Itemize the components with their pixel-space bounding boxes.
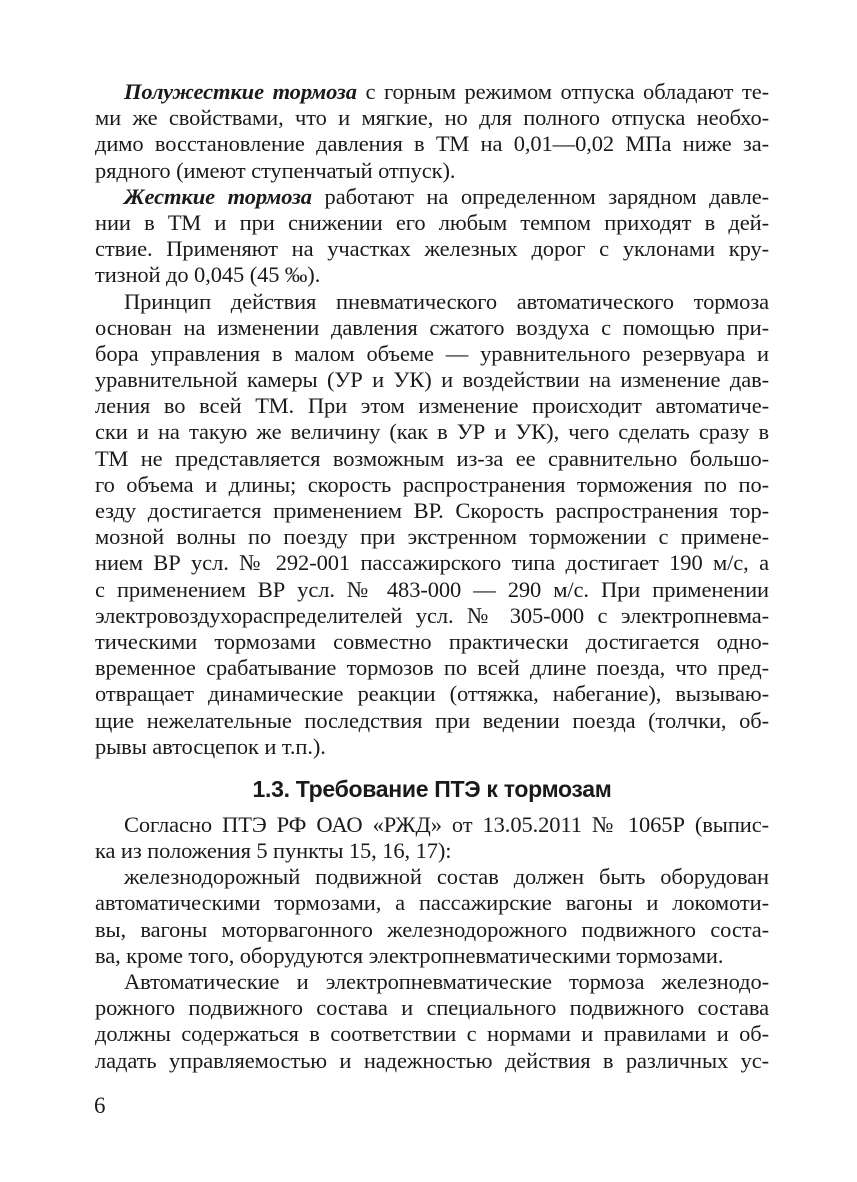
paragraph-line: нием ВР усл. № 292-001 пассажирского типа достигает 190 м/с, а [95, 550, 769, 576]
paragraph-line: ски и на такую же величину (как в УР и УК), чего сделать сразу в [95, 419, 769, 445]
paragraph-line: щие нежелательные последствия при ведении поезда (толчки, об- [95, 707, 769, 733]
paragraph-line: мозной волны по поезду при экстренном торможении с примене- [95, 524, 769, 550]
paragraph-line: бора управления в малом объеме — уравнительного резервуара и [95, 340, 769, 366]
paragraph-line: рожного подвижного состава и специального подвижного состава [95, 995, 769, 1021]
paragraph-line: ТМ не представляется возможным из-за ее сравнительно большо- [95, 445, 769, 471]
paragraph-line: тизной до 0,045 (45 ‰). [95, 262, 321, 288]
paragraph-line: Полужесткие тормоза с горным режимом отпуска обладают те- [124, 79, 769, 104]
paragraph-line: тическими тормозами совместно практически достигается одно- [95, 628, 769, 654]
paragraph-line: вы, вагоны моторвагонного железнодорожного подвижного соста- [95, 916, 769, 942]
paragraph-line: основан на изменении давления сжатого воздуха с помощью при- [95, 314, 769, 340]
paragraph-line: должны содержаться в соответствии с нормами и правилами и об- [95, 1021, 769, 1047]
paragraph-pte-reference [95, 812, 769, 864]
paragraph-line: Автоматические и электропневматические тормоза железнодо- [124, 969, 769, 994]
paragraph-line: ка из положения 5 пункты 15, 16, 17): [95, 838, 452, 864]
paragraph-line: электровоздухораспределителей усл. № 305-000 с электропневма- [95, 602, 769, 628]
paragraph-line: ми же свойствами, что и мягкие, но для полного отпуска необхо- [95, 105, 769, 131]
paragraph-line: го объема и длины; скорость распространения торможения по по- [95, 471, 769, 497]
paragraph-line: нии в ТМ и при снижении его любым темпом приходят в дей- [95, 209, 769, 235]
paragraph-line: Согласно ПТЭ РФ ОАО «РЖД» от 13.05.2011 № 1065Р (выпис- [124, 811, 769, 837]
paragraph-line: Принцип действия пневматического автоматического тормоза [124, 288, 769, 314]
paragraph-rolling-stock-requirement [95, 864, 769, 969]
paragraph-line: автоматическими тормозами, а пассажирские вагоны и локомоти- [95, 890, 769, 916]
paragraph-brake-maintenance [95, 969, 769, 1074]
page-number: 6 [94, 1093, 106, 1118]
paragraph-line: рывы автосцепок и т.п.). [95, 733, 326, 759]
paragraph-line: Жесткие тормоза работают на определенном зарядном давле- [124, 183, 769, 209]
paragraph-brake-principle [95, 289, 769, 760]
paragraph-line: железнодорожный подвижной состав должен быть оборудован [124, 864, 769, 890]
paragraph-line: ладать управляемостью и надежностью действия в различных ус- [95, 1047, 769, 1073]
section-heading: 1.3. Требование ПТЭ к тормозам [252, 775, 612, 802]
paragraph-line: ствие. Применяют на участках железных дорог с уклонами кру- [95, 236, 769, 262]
paragraph-line: уравнительной камеры (УР и УК) и воздействии на изменение дав- [95, 367, 769, 393]
paragraph-line: ва, кроме того, оборудуются электропневматическими тормозами. [95, 942, 724, 968]
paragraph-line: отвращает динамические реакции (оттяжка, набегание), вызываю- [95, 681, 769, 707]
paragraph-line: езду достигается применением ВР. Скорость распространения тор- [95, 498, 769, 523]
paragraph-line: рядного (имеют ступенчатый отпуск). [95, 157, 456, 183]
term-semirigid-brakes: Полужесткие тормоза [124, 79, 357, 104]
term-rigid-brakes: Жесткие тормоза [124, 183, 312, 209]
paragraph-line: димо восстановление давления в ТМ на 0,01—0,02 МПа ниже за- [95, 131, 769, 157]
body-text [95, 79, 769, 1074]
paragraph-line: с применением ВР усл. № 483-000 — 290 м/с. При применении [95, 576, 769, 602]
paragraph-line: ления во всей ТМ. При этом изменение происходит автоматиче- [95, 393, 769, 419]
paragraph-rigid-brakes [95, 184, 769, 289]
paragraph-line: временное срабатывание тормозов по всей длине поезда, что пред- [95, 655, 769, 681]
paragraph-semirigid-brakes [95, 79, 769, 184]
